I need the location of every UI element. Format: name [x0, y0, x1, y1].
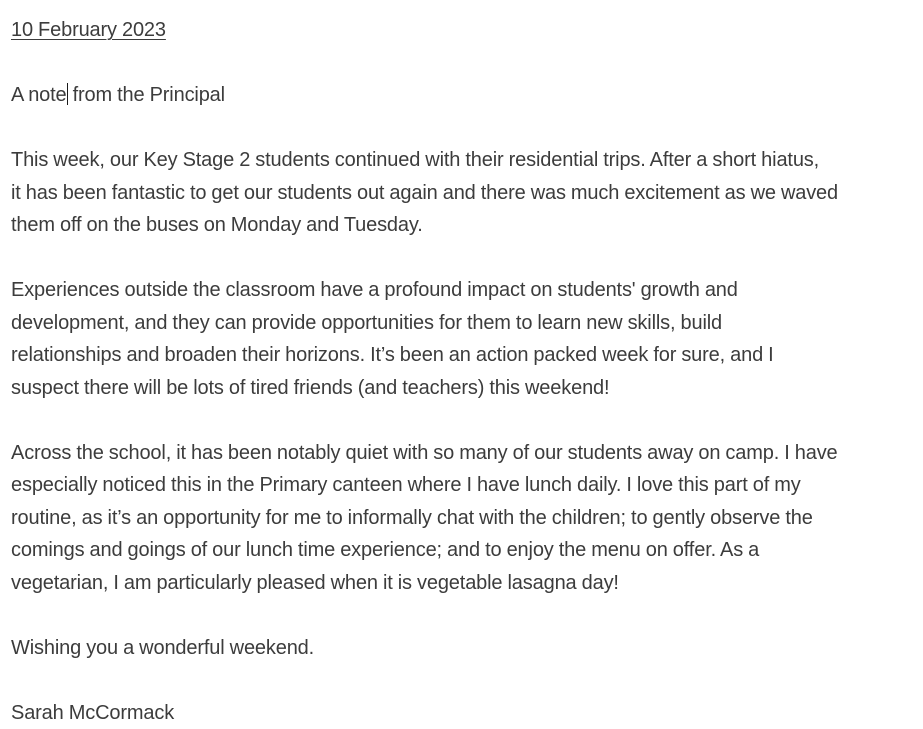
paragraph-line: Experiences outside the classroom have a profound impact on students' growth and	[11, 274, 911, 307]
blank-line	[11, 664, 911, 697]
paragraph-line: relationships and broaden their horizons. It’s been an action packed week for sure, and I	[11, 339, 911, 372]
paragraph-line: comings and goings of our lunch time experience; and to enjoy the menu on offer. As a	[11, 534, 911, 567]
paragraph-3	[11, 437, 911, 600]
closing-line: Wishing you a wonderful weekend.	[11, 632, 911, 665]
paragraph-line: it has been fantastic to get our students out again and there was much excitement as we waved	[11, 177, 911, 210]
signature: Sarah McCormack	[11, 697, 911, 729]
paragraph-line: routine, as it’s an opportunity for me to informally chat with the children; to gently observe the	[11, 502, 911, 535]
blank-line	[11, 112, 911, 145]
paragraph-line: This week, our Key Stage 2 students continued with their residential trips. After a short hiatus,	[11, 144, 911, 177]
document-heading[interactable]	[11, 79, 911, 112]
document-body[interactable]	[11, 14, 911, 729]
blank-line	[11, 404, 911, 437]
paragraph-line: development, and they can provide opportunities for them to learn new skills, build	[11, 307, 911, 340]
paragraph-line: Across the school, it has been notably quiet with so many of our students away on camp. I have	[11, 437, 911, 470]
blank-line	[11, 599, 911, 632]
paragraph-line: vegetarian, I am particularly pleased when it is vegetable lasagna day!	[11, 567, 911, 600]
paragraph-2	[11, 274, 911, 404]
heading-text-after-caret: from the Principal	[68, 84, 225, 106]
heading-text-before-caret: A note	[11, 84, 67, 106]
blank-line	[11, 47, 911, 80]
document-date: 10 February 2023	[11, 14, 911, 47]
blank-line	[11, 242, 911, 275]
paragraph-line: them off on the buses on Monday and Tuesday.	[11, 209, 911, 242]
paragraph-line: suspect there will be lots of tired friends (and teachers) this weekend!	[11, 372, 911, 405]
paragraph-1	[11, 144, 911, 242]
paragraph-line: especially noticed this in the Primary canteen where I have lunch daily. I love this part of my	[11, 469, 911, 502]
